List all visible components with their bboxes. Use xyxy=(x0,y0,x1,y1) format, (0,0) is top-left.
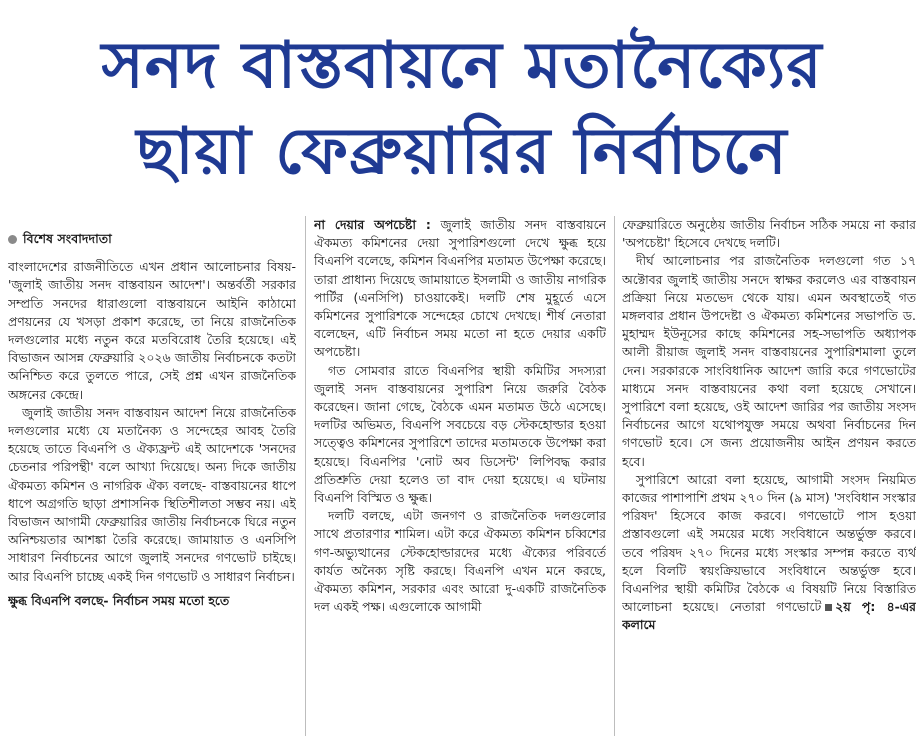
article-column-2 xyxy=(314,216,606,731)
headline-line-1: সনদ বাস্তবায়নে মতানৈক্যের xyxy=(101,29,823,103)
article-column-1 xyxy=(8,222,296,737)
paragraph: গত সোমবার রাতে বিএনপির স্থায়ী কমিটির সদস্যরা জুলাই সনদ বাস্তবায়নের সুপারিশ নিয়ে জরুরি বৈঠক করেছেন। জানা গেছে, বৈঠকে এমন মতামত উঠে এসেছে। দলটির অভিমত, বিএনপি সবচেয়ে বড় স্টেকহোল্ডার হওয়া সত্ত্বেও কমিশনের সুপারিশে তাদের মতামতকে উপেক্ষা করা হয়েছে। বিএনপির 'নোট অব ডিসেন্ট' লিপিবদ্ধ করার প্রতিশ্রুতি দেয়া হলেও তা বাদ দেয়া হয়েছে। এ ঘটনায় বিএনপি বিস্মিত ও ক্ষুব্ধ। xyxy=(314,362,606,506)
continued-on-label: ২য় পৃ: ৪-এর কলামে xyxy=(622,599,916,633)
section-subhead-continued: না দেয়ার অপচেষ্টা : xyxy=(314,217,431,232)
headline-line-2: ছায়া ফেব্রুয়ারির নির্বাচনে xyxy=(136,115,788,189)
article-column-3 xyxy=(622,216,916,731)
paragraph: জুলাই জাতীয় সনদ বাস্তবায়ন আদেশ নিয়ে রাজনৈতিক দলগুলোর মধ্যে যে মতানৈক্য ও সন্দেহের আবহ তৈরি হয়েছে তাতে বিএনপি ও ঐক্যফ্রন্ট এই আদেশকে 'সনদের চেতনার পরিপন্থী' বলে আখ্যা দিয়েছে। অন্য দিকে জাতীয় ঐকমত্য কমিশন ও নাগরিক ঐক্য বলছে- বাস্তবায়নের ধাপে ধাপে অগ্রগতি ছাড়া প্রশাসনিক স্থিতিশীলতা সম্ভব নয়। এই বিভাজন আগামী ফেব্রুয়ারির জাতীয় নির্বাচনকে ঘিরে নতুন অনিশ্চয়তার আশঙ্কা তৈরি করেছে। জামায়াত ও এনসিপি সাধারণ নির্বাচনের আগে জুলাই সনদের গণভোট চাইছে। আর বিএনপি চাচ্ছে একই দিন গণভোট ও সাধারণ নির্বাচন। xyxy=(8,404,296,584)
paragraph xyxy=(622,471,916,635)
paragraph-text: সুপারিশে আরো বলা হয়েছে, আগামী সংসদ নিয়মিত কাজের পাশাপাশি প্রথম ২৭০ দিন (৯ মাস) 'সংবিধান সংস্কার পরিষদ' হিসেবে কাজ করবে। গণভোটে পাস হওয়া প্রস্তাবগুলো এই সময়ের মধ্যে সংবিধানে অন্তর্ভুক্ত করবে। তবে পরিষদ ২৭০ দিনের মধ্যে সংস্কার সম্পন্ন করতে ব্যর্থ হলে বিলটি স্বয়ংক্রিয়ভাবে সংবিধানে অন্তর্ভুক্ত হবে। বিএনপির স্থায়ী কমিটির বৈঠকে এ বিষয়টি নিয়ে বিস্তারিত আলোচনা হয়েছে। নেতারা গণভোটে xyxy=(622,471,916,615)
byline xyxy=(8,230,296,248)
headline xyxy=(0,0,924,205)
byline-text: বিশেষ সংবাদদাতা xyxy=(23,231,112,246)
square-bullet-icon xyxy=(825,604,832,611)
paragraph: দীর্ঘ আলোচনার পর রাজনৈতিক দলগুলো গত ১৭ অক্টোবর জুলাই জাতীয় সনদে স্বাক্ষর করলেও এর বাস্তবায়ন প্রক্রিয়া নিয়ে মতভেদ থেকে যায়। এমন অবস্থাতেই গত মঙ্গলবার প্রধান উপদেষ্টা ও ঐকমত্য কমিশনের সভাপতি ড. মুহাম্মদ ইউনূসের কাছে কমিশনের সহ-সভাপতি অধ্যাপক আলী রীয়াজ জুলাই সনদ বাস্তবায়নের সুপারিশমালা তুলে দেন। সরকারকে সাংবিধানিক আদেশ জারি করে গণভোটের মাধ্যমে সনদ বাস্তবায়নের কথা বলা হয়েছে সেখানে। সুপারিশে বলা হয়েছে, ওই আদেশ জারির পর জাতীয় সংসদ নির্বাচনের আগে যথোপযুক্ত সময়ে অথবা নির্বাচনের দিন গণভোট হবে। সে জন্য প্রয়োজনীয় আইন প্রণয়ন করতে হবে। xyxy=(622,253,916,469)
paragraph: বাংলাদেশের রাজনীতিতে এখন প্রধান আলোচনার বিষয়- 'জুলাই জাতীয় সনদ বাস্তবায়ন আদেশ'। অন্তর্বর্তী সরকার সম্প্রতি সনদের ধারাগুলো বাস্তবায়নে আইনি কাঠামো প্রণয়নের যে খসড়া প্রকাশ করেছে, তা নিয়ে রাজনৈতিক দলগুলোর মধ্যে নতুন করে মতবিরোধ তৈরি হয়েছে। এই বিভাজন আসন্ন ফেব্রুয়ারি ২০২৬ জাতীয় নির্বাচনকে কতটা অনিশ্চিত করে তুলতে পারে, সেই প্রশ্ন এখন রাজনৈতিক অঙ্গনের কেন্দ্রে। xyxy=(8,259,296,402)
bullet-dot-icon xyxy=(8,235,17,244)
paragraph-text: জুলাই জাতীয় সনদ বাস্তবায়নে ঐকমত্য কমিশনের দেয়া সুপারিশগুলো দেখে ক্ষুব্ধ হয়ে বিএনপি বলেছে, কমিশন বিএনপির মতামত উপেক্ষা করেছে। তারা প্রাধান্য দিয়েছে জামায়াতে ইসলামী ও জাতীয় নাগরিক পার্টির (এনসিপি) চাওয়াকেই। দলটি শেষ মুহূর্তে এসে কমিশনের সুপারিশকে সন্দেহের চোখে দেখছে। শীর্ষ নেতারা বলেছেন, এটি নির্বাচন সময় মতো না হতে দেয়ার একটি অপচেষ্টা। xyxy=(314,217,606,360)
column-divider xyxy=(305,216,306,736)
column-divider xyxy=(614,216,615,736)
paragraph: ফেব্রুয়ারিতে অনুষ্ঠেয় জাতীয় নির্বাচন সঠিক সময়ে না করার 'অপচেষ্টা' হিসেবে দেখছে দলটি। xyxy=(622,217,916,251)
paragraph: দলটি বলছে, এটা জনগণ ও রাজনৈতিক দলগুলোর সাথে প্রতারণার শামিল। এটা করে ঐকমত্য কমিশন চব্বিশের গণ-অভ্যুত্থানের স্টেকহোল্ডারদের মধ্যে ঐক্যের পরিবর্তে কার্যত অনৈক্য সৃষ্টি করছে। বিএনপি এখন মনে করছে, ঐকমত্য কমিশন, সরকার এবং আরো দু-একটি রাজনৈতিক দল একই পক্ষ। এগুলোকে আগামী xyxy=(314,508,606,615)
paragraph xyxy=(314,216,606,362)
section-subhead: ক্ষুব্ধ বিএনপি বলছে- নির্বাচন সময় মতো হতে xyxy=(8,592,230,608)
